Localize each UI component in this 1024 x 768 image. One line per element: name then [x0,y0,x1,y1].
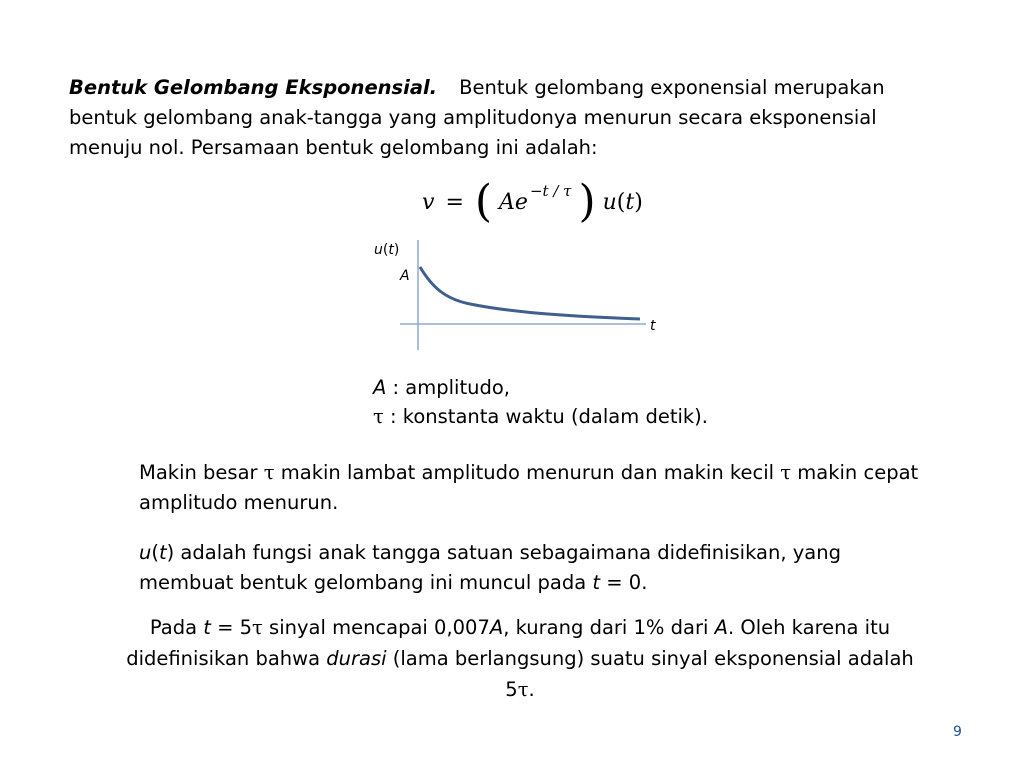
duration-text-4: , kurang dari 1% dari [503,616,715,639]
duration-text-3: sinyal mencapai 0,007 [262,616,490,639]
amplitude-symbol: A [373,376,387,399]
y-axis-label-fn: u [374,242,383,258]
duration-t-symbol: t [203,616,211,639]
page-number: 9 [953,724,962,740]
tau-effect-paragraph [139,458,919,518]
equation-exponent: −t / τ [529,182,572,200]
equation-close-paren: ) [578,176,596,227]
symbol-definitions [373,373,708,431]
duration-a-symbol: A [489,616,504,639]
section-heading: Bentuk Gelombang Eksponensial. [69,76,438,99]
step-function-text-1: adalah fungsi anak tangga satuan sebagaimana didefinisikan, yang membuat bentuk gelombang ini muncul pada [139,541,841,594]
equation-step-open: ( [616,189,626,215]
duration-text-1: Pada [149,616,204,639]
durasi-term: durasi [326,647,387,670]
step-function-text-2: = 0. [600,571,648,594]
u-paren-close: ) [166,541,175,564]
u-paren-open: ( [151,541,159,564]
intro-text: Bentuk gelombang exponensial merupakan bentuk gelombang anak-tangga yang amplitudonya menurun secara eksponensial menuju nol. Persamaan bentuk gelombang ini adalah: [69,76,885,159]
waveform-equation [422,176,643,232]
duration-tau-a: τ [252,616,263,639]
step-function-paragraph [139,538,919,598]
duration-text-2: = 5 [210,616,253,639]
definition-tau [373,402,708,431]
tau-effect-text-2: makin lambat amplitudo menurun dan makin kecil [274,461,781,484]
y-axis-label-paren-open: ( [382,242,389,258]
tau-symbol-b: τ [780,461,792,484]
decay-curve [420,267,640,319]
duration-paragraph [110,612,930,705]
t-symbol-2: t [592,571,601,594]
amplitude-definition-text: : amplitudo, [386,376,510,399]
equation-lhs: v [422,189,435,215]
equation-base: Ae [499,189,528,215]
intro-paragraph [69,73,949,163]
amplitude-label: A [400,268,410,284]
definition-amplitude [373,373,708,402]
equation-step-function: u [602,189,617,215]
tau-effect-text-3: makin cepat amplitudo menurun. [139,461,919,514]
duration-text-5: . Oleh karena itu didefinisikan bahwa [126,616,891,670]
tau-symbol-a: τ [263,461,275,484]
exponential-decay-graph [360,232,680,362]
t-symbol: t [158,541,167,564]
x-axis-label: t [650,318,656,334]
tau-definition-text: : konstanta waktu (dalam detik). [383,405,708,428]
duration-text-6: (lama berlangsung) suatu sinyal eksponensial adalah 5 [386,647,914,701]
duration-tau-b: τ [517,678,529,701]
u-symbol: u [139,541,152,564]
equation-step-arg: t [625,189,635,215]
y-axis-label-arg: t [388,242,394,258]
y-axis-label-paren-close: ) [393,242,400,258]
duration-a-symbol-2: A [714,616,728,639]
equation-step-close: ) [634,189,643,215]
tau-effect-text-1: Makin besar [139,461,264,484]
tau-symbol: τ [373,405,384,428]
y-axis-label [374,242,399,258]
equation-open-paren: ( [474,176,493,227]
duration-text-7: . [528,678,535,701]
equation-equals: = [445,189,464,215]
